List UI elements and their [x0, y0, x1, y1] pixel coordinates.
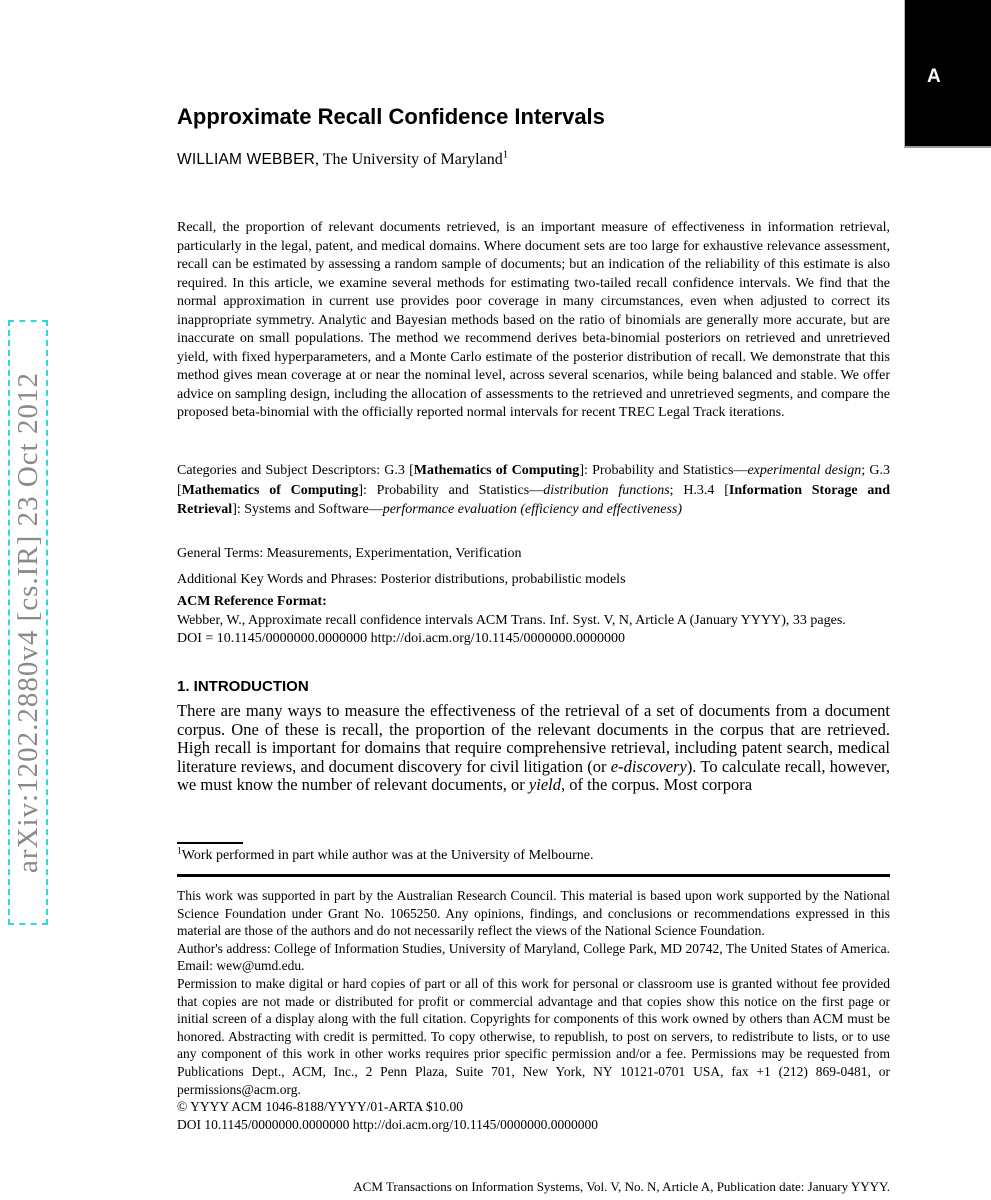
article-id-label: A: [927, 66, 941, 87]
permission-paragraph: Permission to make digital or hard copies of part or all of this work for personal or classroom use is granted without fee provided that copies are not made or distributed for profit or commercial advantage and that copies show this notice on the first page or initial screen of a display along with the full citation. Copyrights for components of this work owned by others than ACM must be honored. Abstracting with credit is permitted. To copy otherwise, to republish, to post on servers, to redistribute to lists, or to use any component of this work in other works requires prior specific permission and/or a fee. Permissions may be requested from Publications Dept., ACM, Inc., 2 Penn Plaza, Suite 701, New York, NY 10121-0701 USA, fax +1 (212) 869-0481, or permissions@acm.org.: [177, 975, 890, 1097]
acm-reference-citation: Webber, W., Approximate recall confidence intervals ACM Trans. Inf. Syst. V, N, Article A (January YYYY), 33 pages.: [177, 612, 846, 628]
article-id-box: [904, 0, 991, 148]
footnote-rule: [177, 842, 243, 844]
acm-reference-doi: DOI = 10.1145/0000000.0000000 http://doi.acm.org/10.1145/0000000.0000000: [177, 631, 625, 646]
introduction-paragraph: There are many ways to measure the effectiveness of the retrieval of a set of documents from a document corpus. One of these is recall, the proportion of the relevant documents in the corpus that are retrieved. High recall is important for domains that require comprehensive retrieval, including patent search, medical literature reviews, and document discovery for civil litigation (or e-discovery). To calculate recall, however, we must know the number of relevant documents, or yield, of the corpus. Most corpora: [177, 701, 891, 795]
arxiv-stamp: [8, 320, 48, 925]
arxiv-stamp-text: arXiv:1202.2880v4 [cs.IR] 23 Oct 2012: [11, 372, 44, 873]
paper-title: Approximate Recall Confidence Intervals: [177, 104, 605, 129]
journal-footer: ACM Transactions on Information Systems, Vol. V, No. N, Article A, Publication date: January YYYY.: [353, 1179, 890, 1194]
doi-line: DOI 10.1145/0000000.0000000 http://doi.acm.org/10.1145/0000000.0000000: [177, 1116, 598, 1132]
acm-reference-block: [177, 593, 890, 649]
abstract-paragraph: Recall, the proportion of relevant documents retrieved, is an important measure of effectiveness in information retrieval, particularly in the legal, patent, and medical domains. Where document sets are too large for exhaustive relevance assessment, recall can be estimated by assessing a random sample of documents; but an indication of the reliability of this estimate is also required. In this article, we examine several methods for estimating two-tailed recall confidence intervals. We find that the normal approximation in current use provides poor coverage in many circumstances, even when adjusted to correct its inappropriate symmetry. Analytic and Bayesian methods based on the ratio of binomials are generally more accurate, but are inaccurate on small populations. The method we recommend derives beta-binomial posteriors on retrieved and unretrieved yield, with fixed hyperparameters, and a Monte Carlo estimate of the posterior distribution of recall. We demonstrate that this method gives mean coverage at or near the nominal level, across several scenarios, while being balanced and stable. We offer advice on sampling design, including the allocation of assessments to the retrieved and unretrieved segments, and compare the proposed beta-binomial with the officially reported normal intervals for recent TREC Legal Track iterations.: [177, 220, 890, 420]
categories-paragraph: Categories and Subject Descriptors: G.3 [Mathematics of Computing]: Probability and Statistics—experimental design; G.3 [Mathematics of Computing]: Probability and Statistics—distribution functions; H.3.4 [Information Storage and Retrieval]: Systems and Software—performance evaluation (efficiency and effectiveness): [177, 463, 891, 517]
acm-reference-heading: ACM Reference Format:: [177, 594, 327, 609]
funding-paragraph: This work was supported in part by the Australian Research Council. This material is based upon work supported by the National Science Foundation under Grant No. 1065250. Any opinions, findings, and conclusions or recommendations expressed in this material are those of the authors and do not necessarily reflect the views of the National Science Foundation.: [177, 888, 890, 939]
authors-address-paragraph: Author's address: College of Information Studies, University of Maryland, College Park, MD 20742, The United States of America. Email: wew@umd.edu.: [177, 940, 890, 974]
funding-block: [177, 887, 890, 1133]
section-heading-introduction: 1. INTRODUCTION: [177, 678, 309, 695]
keywords-line: Additional Key Words and Phrases: Posterior distributions, probabilistic models: [177, 572, 626, 587]
general-terms-line: General Terms: Measurements, Experimentation, Verification: [177, 546, 522, 561]
copyright-line: © YYYY ACM 1046-8188/YYYY/01-ARTA $10.00: [177, 1099, 463, 1115]
separator-rule: [177, 874, 890, 877]
footnote-text: $^1$Work performed in part while author was at the University of Melbourne.: [177, 846, 594, 863]
author-line: WILLIAM WEBBER, The University of Maryland$^1$: [177, 148, 509, 168]
